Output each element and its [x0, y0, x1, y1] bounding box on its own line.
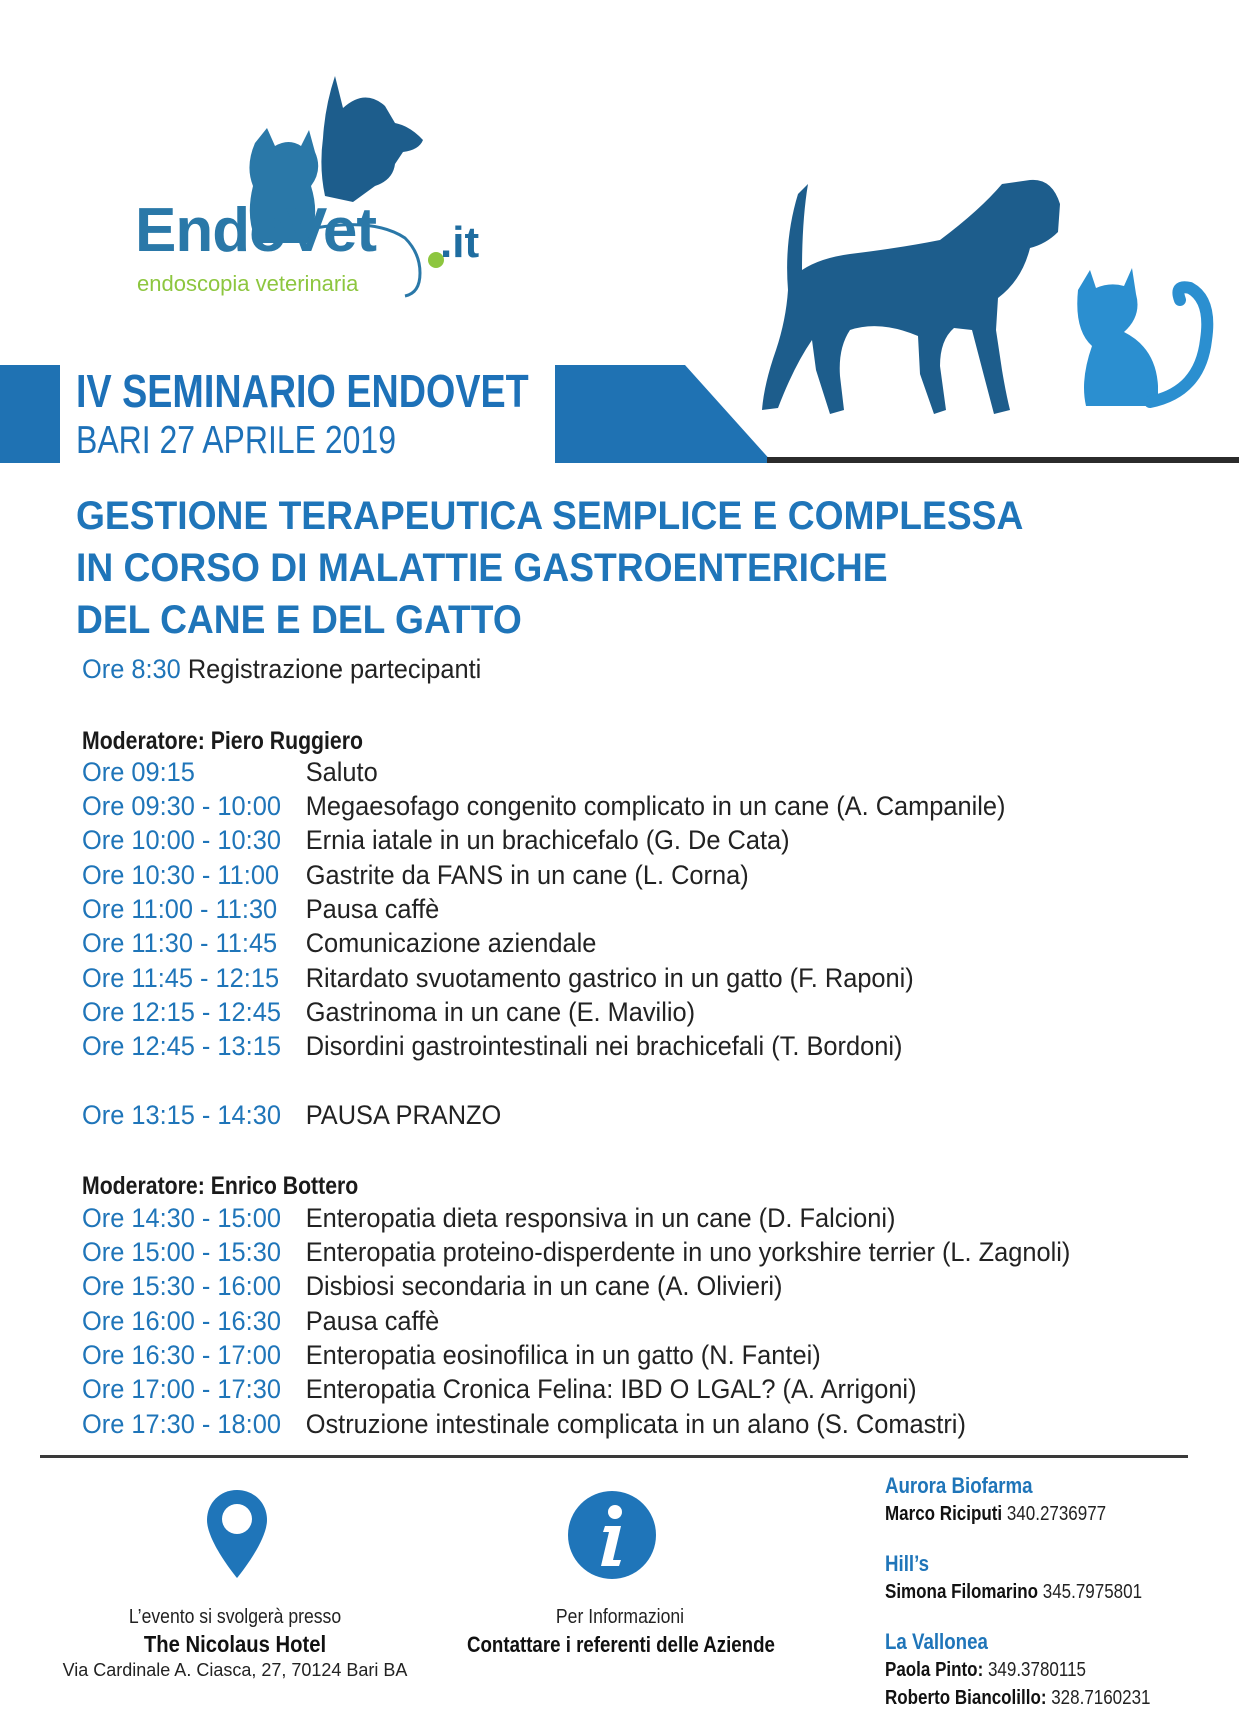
schedule-time: Ore 15:00 - 15:30 — [82, 1237, 281, 1268]
schedule-item — [82, 961, 1163, 995]
schedule-time: Ore 10:30 - 11:00 — [82, 859, 280, 890]
schedule-desc: Disbiosi secondaria in un cane (A. Olivieri) — [305, 1271, 783, 1302]
contact-phone: 345.7975801 — [1042, 1581, 1143, 1603]
footer-divider — [40, 1455, 1188, 1458]
contact-name: Marco Riciputi — [885, 1503, 1003, 1525]
contact-name: Simona Filomarino — [885, 1581, 1039, 1603]
schedule-item — [82, 858, 1163, 892]
program-schedule — [82, 652, 1232, 1441]
schedule-item — [82, 1372, 1163, 1406]
schedule-time: Ore 13:15 - 14:30 — [82, 1099, 281, 1130]
schedule-time: Ore 12:15 - 12:45 — [82, 996, 281, 1027]
schedule-item-lunch — [82, 1098, 1163, 1132]
contact-person — [885, 1500, 1174, 1528]
schedule-time: Ore 17:00 - 17:30 — [82, 1374, 281, 1405]
info-text: Contattare i referenti delle Aziende — [467, 1632, 775, 1657]
contact-name: Paola Pinto: — [885, 1659, 984, 1681]
dog-and-cat-silhouette-icon — [740, 170, 1230, 452]
schedule-time: Ore 10:00 - 10:30 — [82, 825, 281, 856]
contact-company: La Vallonea — [885, 1629, 988, 1654]
info-intro: Per Informazioni — [555, 1606, 685, 1628]
info-icon — [567, 1490, 657, 1580]
schedule-time: Ore 16:30 - 17:00 — [82, 1339, 281, 1370]
schedule-item — [82, 1338, 1163, 1372]
schedule-item — [82, 1269, 1163, 1303]
schedule-time: Ore 11:45 - 12:15 — [82, 962, 280, 993]
topic-line: IN CORSO DI MALATTIE GASTROENTERICHE — [76, 546, 888, 590]
schedule-desc: Pausa caffè — [305, 894, 440, 925]
seminar-title: IV SEMINARIO ENDOVET — [76, 365, 529, 417]
venue-info — [40, 1606, 430, 1681]
contact-person — [885, 1656, 1174, 1684]
schedule-item — [82, 995, 1163, 1029]
schedule-item — [82, 1201, 1163, 1235]
contact-phone: 349.3780115 — [987, 1659, 1086, 1681]
info-section — [440, 1606, 800, 1658]
schedule-desc: Ostruzione intestinale complicata in un alano (S. Comastri) — [305, 1408, 966, 1439]
schedule-item — [82, 1407, 1163, 1441]
schedule-time: Ore 15:30 - 16:00 — [82, 1271, 281, 1302]
venue-intro: L’evento si svolgerà presso — [128, 1606, 342, 1628]
schedule-desc: Enteropatia eosinofilica in un gatto (N. Fantei) — [305, 1339, 821, 1370]
logo-tld: .it — [440, 218, 480, 267]
schedule-time: Ore 17:30 - 18:00 — [82, 1408, 281, 1439]
schedule-desc: Megaesofago congenito complicato in un cane (A. Campanile) — [305, 791, 1006, 822]
schedule-desc: Gastrinoma in un cane (E. Mavilio) — [305, 996, 696, 1027]
schedule-desc: Registrazione partecipanti — [187, 654, 482, 684]
contact-person — [885, 1684, 1174, 1712]
schedule-time: Ore 14:30 - 15:00 — [82, 1202, 281, 1233]
schedule-desc: Pausa caffè — [305, 1305, 440, 1336]
schedule-time: Ore 09:30 - 10:00 — [82, 791, 281, 822]
schedule-time: Ore 11:00 - 11:30 — [82, 894, 278, 925]
schedule-desc: Enteropatia proteino-disperdente in uno yorkshire terrier (L. Zagnoli) — [305, 1237, 1071, 1268]
schedule-desc: PAUSA PRANZO — [305, 1099, 502, 1130]
contact-phone: 340.2736977 — [1006, 1503, 1107, 1525]
schedule-item — [82, 789, 1163, 823]
schedule-time: Ore 8:30 — [82, 654, 181, 684]
schedule-desc: Enteropatia dieta responsiva in un cane (D. Falcioni) — [305, 1202, 896, 1233]
schedule-desc: Ernia iatale in un brachicefalo (G. De Cata) — [305, 825, 790, 856]
schedule-item — [82, 892, 1163, 926]
contact-company: Aurora Biofarma — [885, 1473, 1033, 1498]
contact-company: Hill’s — [885, 1551, 930, 1576]
header-band-left — [0, 365, 60, 463]
seminar-date: BARI 27 APRILE 2019 — [76, 419, 397, 462]
venue-name: The Nicolaus Hotel — [143, 1631, 327, 1657]
schedule-desc: Saluto — [305, 756, 378, 787]
schedule-time: Ore 16:00 - 16:30 — [82, 1305, 281, 1336]
schedule-item — [82, 1029, 1163, 1063]
schedule-item — [82, 1235, 1163, 1269]
schedule-desc: Enteropatia Cronica Felina: IBD O LGAL? (A. Arrigoni) — [305, 1374, 917, 1405]
contact-phone: 328.7160231 — [1051, 1687, 1151, 1709]
schedule-desc: Ritardato svuotamento gastrico in un gatto (F. Raponi) — [305, 962, 914, 993]
logo-wordmark: EndoVet — [135, 196, 377, 265]
session-moderator: Moderatore: Piero Ruggiero — [82, 726, 364, 755]
seminar-topic — [76, 490, 1216, 646]
contact-name: Roberto Biancolillo: — [885, 1687, 1047, 1709]
session-moderator: Moderatore: Enrico Bottero — [82, 1172, 359, 1201]
topic-line: DEL CANE E DEL GATTO — [76, 598, 522, 642]
schedule-time: Ore 12:45 - 13:15 — [82, 1031, 281, 1062]
schedule-item — [82, 755, 1163, 789]
schedule-time: Ore 09:15 — [82, 756, 195, 787]
schedule-item — [82, 926, 1163, 960]
schedule-desc: Comunicazione aziendale — [305, 928, 597, 959]
topic-line: GESTIONE TERAPEUTICA SEMPLICE E COMPLESSA — [76, 494, 1024, 538]
schedule-desc: Gastrite da FANS in un cane (L. Corna) — [305, 859, 749, 890]
venue-address: Via Cardinale A. Ciasca, 27, 70124 Bari BA — [62, 1660, 408, 1680]
location-pin-icon — [205, 1488, 269, 1580]
schedule-item — [82, 823, 1163, 857]
schedule-time: Ore 11:30 - 11:45 — [82, 928, 278, 959]
schedule-item — [82, 652, 1163, 686]
schedule-item — [82, 1304, 1163, 1338]
contact-person — [885, 1578, 1174, 1606]
schedule-desc: Disordini gastrointestinali nei brachicefali (T. Bordoni) — [305, 1031, 903, 1062]
company-contacts — [885, 1472, 1225, 1712]
logo-subtitle: endoscopia veterinaria — [137, 271, 359, 296]
